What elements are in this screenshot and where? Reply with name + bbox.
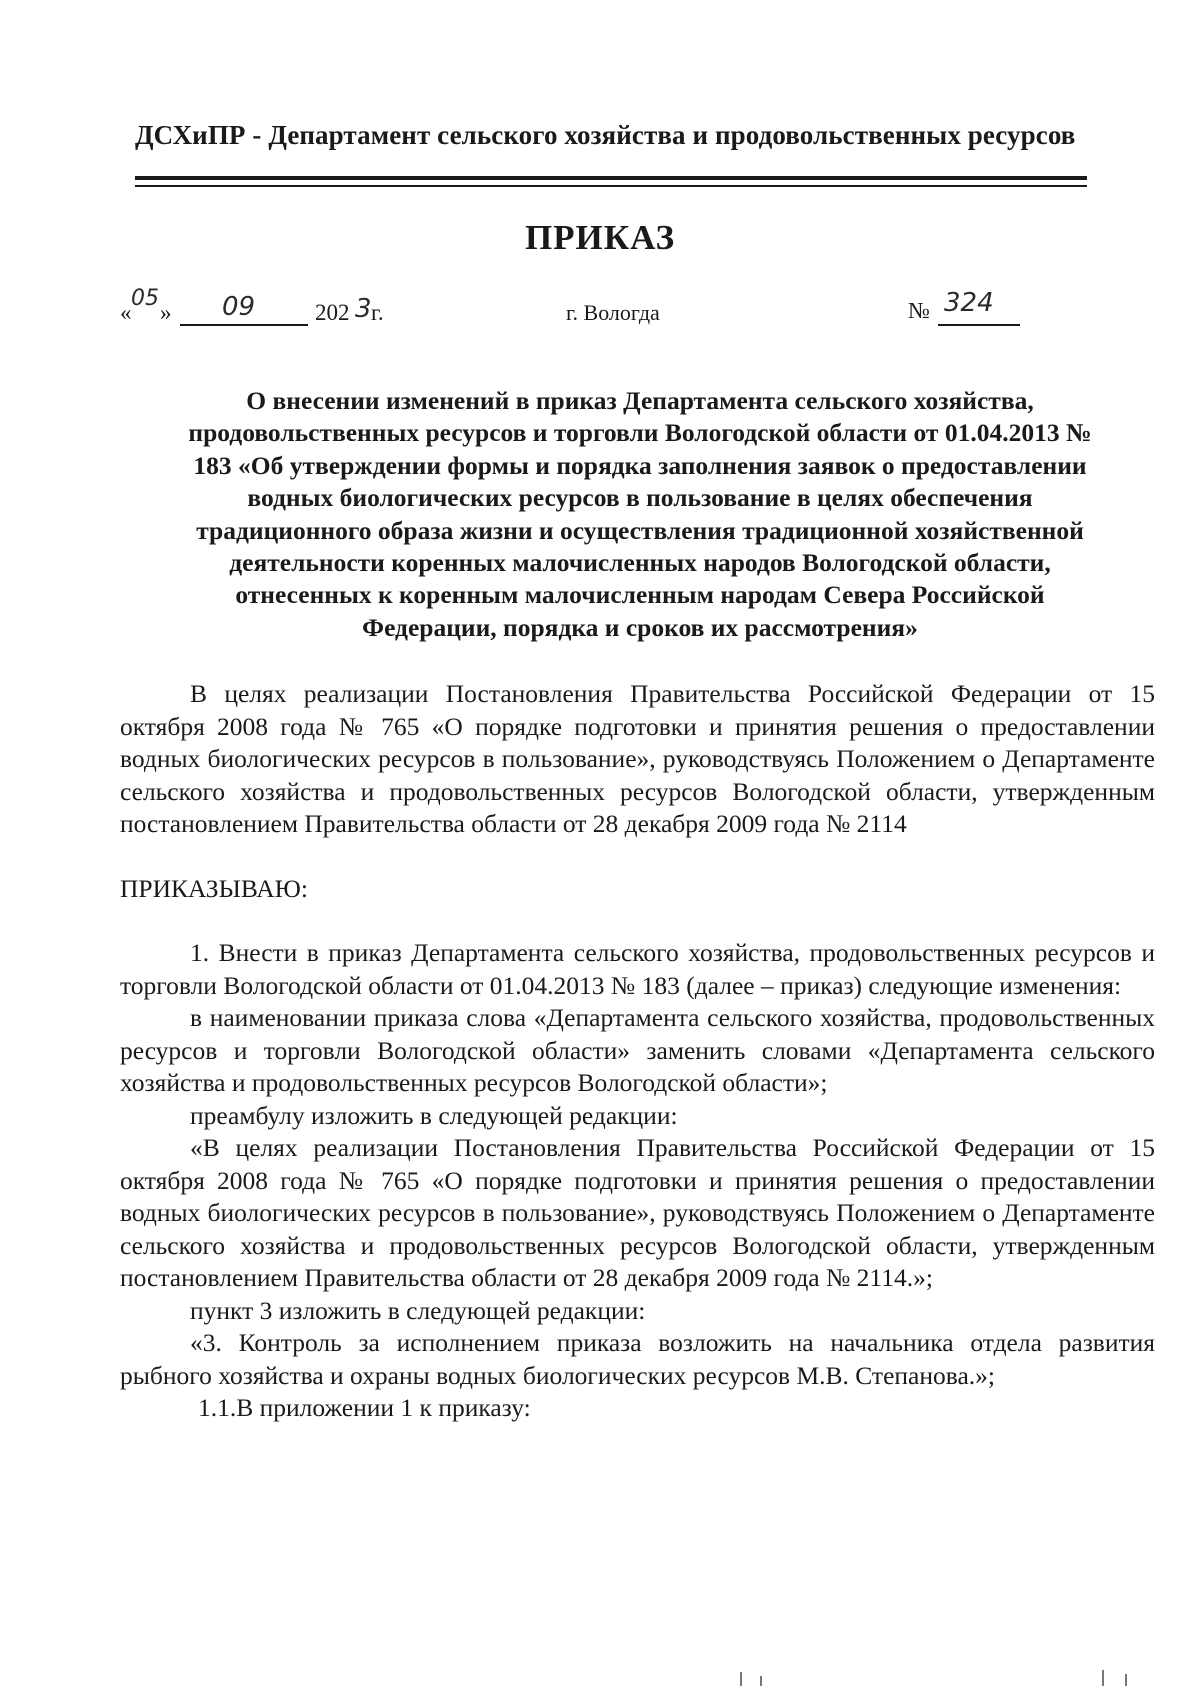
date-year-handwritten: 3: [355, 294, 372, 324]
heading-line: Федерации, порядка и сроков их рассмотрения»: [362, 612, 918, 642]
point-3-new-text: «3. Контроль за исполнением приказа возложить на начальника отдела развития рыбного хозяйства и охраны водных биологических ресурсов М.В. Степанова.»;: [120, 1328, 1155, 1390]
date-year-suffix: г.: [371, 300, 384, 325]
date-month-handwritten: 09: [222, 292, 256, 322]
number-sign: №: [908, 298, 930, 323]
heading-line: деятельности коренных малочисленных народов Вологодской области,: [229, 548, 1051, 578]
date-open-quote: «: [120, 300, 132, 325]
heading-line: О внесении изменений в приказ Департамента сельского хозяйства,: [246, 386, 1034, 415]
preamble-paragraph: В целях реализации Постановления Правительства Российской Федерации от 15 октября 2008 года № 765 «О порядке подготовки и принятия решения о предоставлении водных биологических ресурсов в пользование», руководствуясь Положением о Департаменте сельского хозяйства и продовольственных ресурсов Вологодской области, утвержденным постановлением Правительства области от 28 декабря 2009 года № 2114: [120, 679, 1155, 838]
city-name: г. Вологда: [566, 300, 660, 325]
document-title: ПРИКАЗ: [524, 218, 676, 257]
heading-line: традиционного образа жизни и осуществления традиционной хозяйственной: [196, 515, 1084, 545]
point-3-intro: пункт 3 изложить в следующей редакции:: [190, 1295, 646, 1325]
header-rule-thin: [135, 185, 1087, 187]
preamble-new-text: «В целях реализации Постановления Правительства Российской Федерации от 15 октября 2008 года № 765 «О порядке подготовки и принятия решения о предоставлении водных биологических ресурсов в пользование», руководствуясь Положением о Департаменте сельского хозяйства и продовольственных ресурсов Вологодской области, утвержденным постановлением Правительства области от 28 декабря 2009 года № 2114.»;: [120, 1133, 1155, 1292]
heading-line: отнесенных к коренным малочисленным народам Севера Российской: [235, 580, 1045, 610]
order-body: [120, 678, 1155, 1425]
order-subject-heading: [115, 385, 1165, 644]
date-year-printed: 202: [315, 300, 350, 325]
item-1-paragraph: 1. Внести в приказ Департамента сельского хозяйства, продовольственных ресурсов и торговли Вологодской области от 01.04.2013 № 183 (далее – приказ) следующие изменения:: [120, 938, 1155, 1000]
preamble-intro: преамбулу изложить в следующей редакции:: [190, 1100, 678, 1130]
scan-edge-marks: [0, 1662, 1200, 1692]
organization-name: ДСХиПР - Департамент сельского хозяйства и продовольственных ресурсов: [135, 120, 1076, 150]
date-close-quote: »: [160, 300, 172, 325]
date-number-line: [0, 286, 1200, 330]
heading-line: 183 «Об утверждении формы и порядка заполнения заявок о предоставлении: [193, 450, 1087, 480]
order-number-handwritten: 324: [944, 288, 994, 318]
item-1-name-change: в наименовании приказа слова «Департамента сельского хозяйства, продовольственных ресурсов и торговли Вологодской области» заменить словами «Департамента сельского хозяйства и продовольственных ресурсов Вологодской области»;: [120, 1003, 1155, 1097]
header-rule-thick: [135, 176, 1087, 180]
number-underline: [938, 324, 1020, 326]
item-1-1-paragraph: 1.1.В приложении 1 к приказу:: [198, 1393, 531, 1422]
order-word: ПРИКАЗЫВАЮ:: [120, 873, 308, 903]
month-underline: [180, 324, 308, 326]
date-day-handwritten: 05: [131, 286, 159, 311]
heading-line: водных биологических ресурсов в пользование в целях обеспечения: [247, 483, 1033, 513]
heading-line: продовольственных ресурсов и торговли Вологодской области от 01.04.2013 №: [188, 418, 1092, 448]
